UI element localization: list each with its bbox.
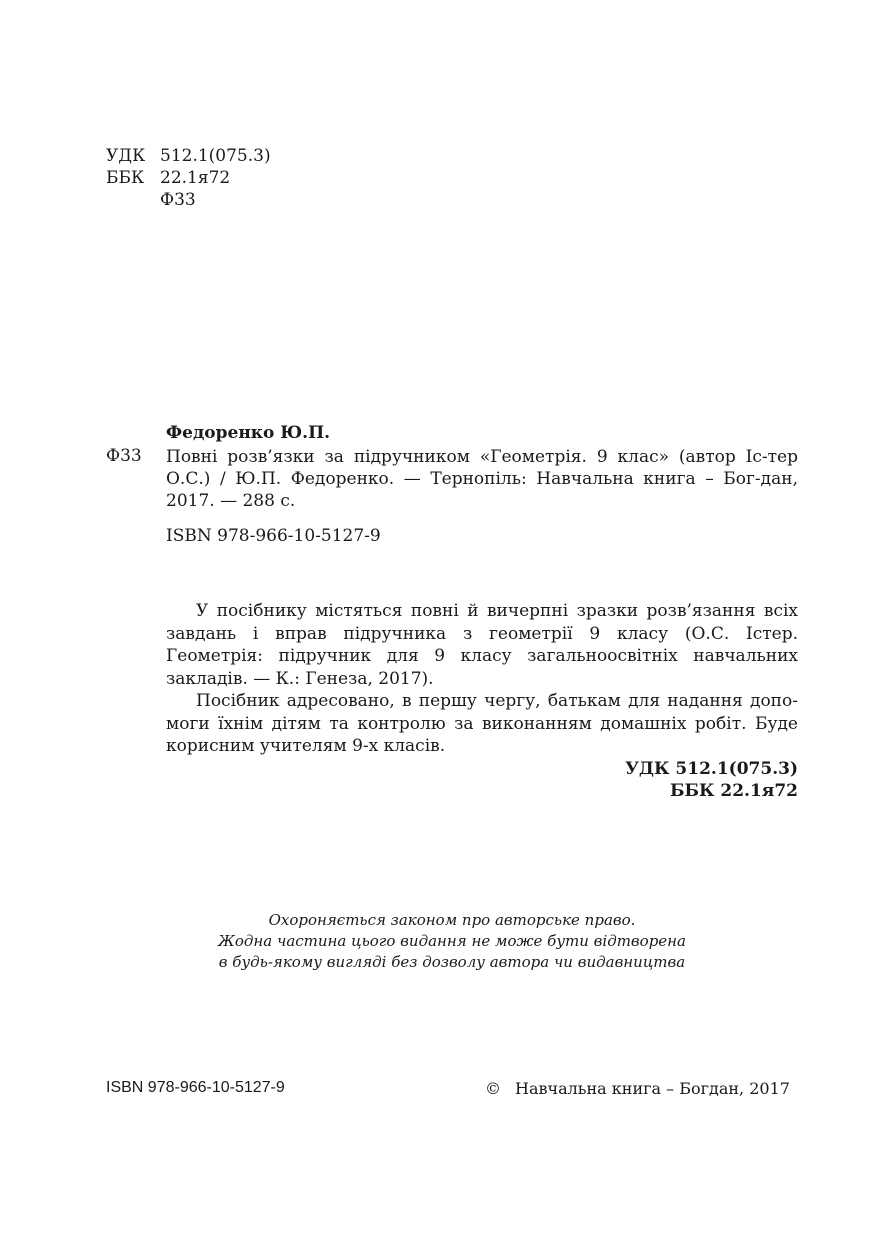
annotation-paragraph-2: Посібник адресовано, в першу чергу, батькам для надання допо-моги їхнім дітям та контролю за виконанням домашніх робіт. Буде корисним учителям 9-х класів. (166, 691, 798, 756)
bibliographic-description: Повні розв’язки за підручником «Геометрія. 9 клас» (автор Іс-тер О.С.) / Ю.П. Федоренко. — Тернопіль: Навчальна книга – Бог-дан, 2017. — 288 с. (166, 447, 798, 511)
annotation-paragraph-1: У посібнику містяться повні й вичерпні зразки розв’язання всіх завдань і вправ підручника з геометрії 9 класу (О.С. Істер. Геометрія: підручник для 9 класу загальноосвітніх навчальних закладів. — К.: Генеза, 2017). (166, 601, 798, 689)
copyright-notice (166, 910, 738, 973)
bib-author-code: Ф33 (106, 446, 142, 466)
isbn-main: ISBN 978-966-10-5127-9 (166, 526, 381, 546)
notice-line-2: Жодна частина цього видання не може бути відтворена (218, 932, 686, 950)
annotation (166, 600, 798, 758)
copyright-symbol: © (485, 1079, 501, 1098)
bbk-value: 22.1я72 (160, 168, 231, 188)
footer-copyright (485, 1079, 790, 1098)
annotation-codes (166, 758, 798, 802)
bbk-row (106, 167, 230, 189)
author-code: Ф33 (160, 190, 196, 210)
footer-isbn: ISBN 978-966-10-5127-9 (106, 1079, 285, 1096)
udk-label: УДК (106, 146, 146, 166)
annotation-udk: УДК 512.1(075.3) (625, 759, 798, 779)
udk-row (106, 145, 271, 167)
author-name: Федоренко Ю.П. (166, 423, 331, 443)
annotation-bbk: ББК 22.1я72 (669, 781, 798, 801)
notice-line-1: Охороняється законом про авторське право. (268, 911, 636, 929)
udk-value: 512.1(075.3) (160, 146, 271, 166)
bbk-label: ББК (106, 168, 145, 188)
author-code-row (106, 189, 196, 211)
copyright-text: Навчальна книга – Богдан, 2017 (515, 1079, 790, 1098)
notice-line-3: в будь-якому вигляді без дозволу автора чи видавництва (218, 953, 686, 971)
